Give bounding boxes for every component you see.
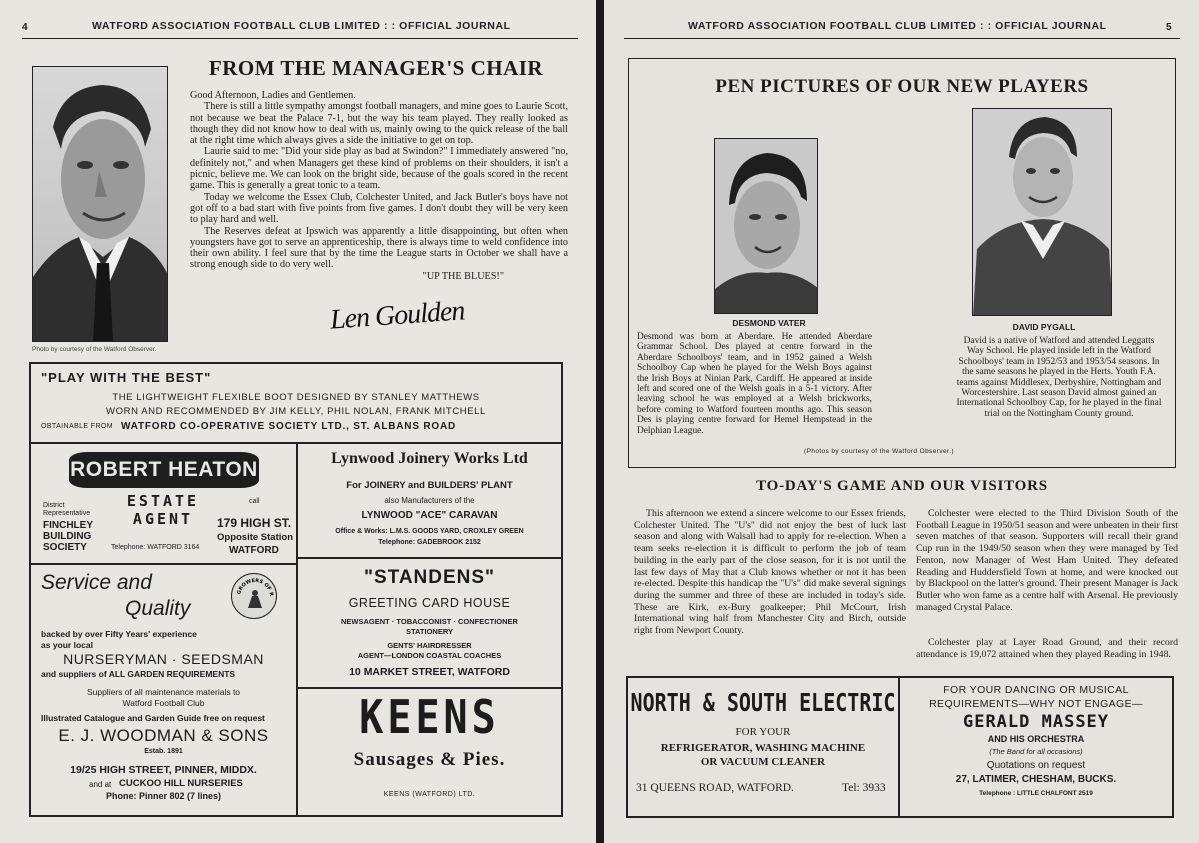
header-rule	[624, 38, 1180, 39]
electric-tel: Tel: 3933	[842, 782, 886, 794]
ad-keens	[298, 689, 561, 815]
ad-standens	[298, 559, 561, 687]
woodman-address-prefix: and at	[89, 780, 112, 789]
page-number: 5	[1166, 22, 1172, 33]
paragraph: Today we welcome the Essex Club, Colchester United, and Jack Butler's boys have not got off to a bad start with five points from five games. I don't doubt they will be very keen to play hard and well.	[190, 191, 568, 226]
standens-line: STATIONERY	[406, 627, 453, 636]
signoff: "UP THE BLUES!"	[422, 270, 504, 282]
woodman-emblem-icon	[231, 573, 277, 619]
pen-pictures-title: PEN PICTURES OF OUR NEW PLAYERS	[715, 76, 1089, 97]
lynwood-line: Office & Works: L.M.S. GOODS YARD, CROXLEY GREEN	[335, 528, 524, 535]
woodman-line: Suppliers of all maintenance materials to	[86, 687, 241, 697]
woodman-estab: Estab. 1891	[144, 748, 183, 755]
electric-for: FOR YOUR	[735, 726, 791, 738]
ad-title: "PLAY WITH THE BEST"	[41, 370, 212, 385]
woodman-line: and suppliers of ALL GARDEN REQUIREMENTS	[41, 669, 236, 679]
todays-game-col2: Colchester were elected to the Third Division South of the Football League in 1950/51 season and were unbeaten in their first seven matches of that season. Supporters will recall their grand Cup run in the 1949/50 season when they were managed by Ted Fenton, now Manager of West Ham United. They defeated Reading and Huddersfield Town at home, and were knocked out by Blackpool on the latter's ground. Their present Manager is Jack Butler who won fame as a centre half with Arsenal. He previously managed Crystal Palace.	[916, 508, 1178, 613]
ad-play-with-the-best	[31, 364, 561, 442]
greeting: Good Afternoon, Ladies and Gentlemen.	[190, 90, 356, 101]
ad-gerald-massey	[900, 678, 1172, 816]
lynwood-line: LYNWOOD "ACE" CARAVAN	[361, 510, 498, 521]
electric-address: 31 QUEENS ROAD, WATFORD.	[636, 782, 794, 794]
heaton-name: ROBERT HEATON	[69, 452, 259, 488]
woodman-service: Service and	[41, 571, 152, 594]
woodman-line: Illustrated Catalogue and Garden Guide free on request	[41, 713, 265, 723]
woodman-address: CUCKOO HILL NURSERIES	[119, 778, 243, 789]
lynwood-line: also Manufacturers of the	[384, 496, 475, 505]
heaton-call: call	[249, 498, 260, 505]
right-page	[604, 0, 1199, 843]
lynwood-line: Telephone: GADEBROOK 2152	[378, 539, 481, 546]
massey-address: 27, LATIMER, CHESHAM, BUCKS.	[955, 774, 1117, 785]
woodman-line: Watford Football Club	[122, 698, 205, 708]
standens-line: 10 MARKET STREET, WATFORD	[349, 666, 510, 678]
massey-tag: (The Band for all occasions)	[989, 747, 1083, 756]
manager-signature: Len Goulden	[329, 295, 466, 336]
ad-line: WORN AND RECOMMENDED BY JIM KELLY, PHIL NOLAN, FRANK MITCHELL	[106, 406, 486, 417]
keens-name: KEENS	[359, 691, 500, 745]
ad-line-prefix: OBTAINABLE FROM	[41, 423, 113, 430]
emblem-text: GROWERS OF R	[236, 577, 275, 597]
woodman-phone: Phone: Pinner 802 (7 lines)	[105, 791, 222, 801]
heaton-estate: ESTATE	[126, 492, 200, 510]
massey-orchestra: AND HIS ORCHESTRA	[987, 734, 1085, 744]
page-number: 4	[22, 22, 28, 33]
manager-portrait-image	[33, 67, 168, 342]
heaton-town: WATFORD	[229, 545, 279, 556]
ad-line: THE LIGHTWEIGHT FLEXIBLE BOOT DESIGNED BY STANLEY MATTHEWS	[112, 392, 480, 403]
managers-chair-body	[190, 90, 568, 282]
electric-line: REFRIGERATOR, WASHING MACHINE	[660, 742, 866, 754]
lynwood-line: For JOINERY and BUILDERS' PLANT	[346, 480, 513, 491]
player-bio: Desmond was born at Aberdare. He attended Aberdare Grammar School. Des played at centre forward in the Aberdare Schoolboys' team, and in 1952 gained a Welsh Schoolboy Cap when he played for the Welsh Boys against the Irish Boys at Ninian Park, Cardiff. He appeared at inside left and scored one of the Welsh goals in a 5-1 victory. After leaving school he was employed at a Welsh brickworks, before coming to Watford fourteen months ago. This season Des is playing centre forward for Hemel Hempstead in the Delphian League.	[637, 332, 872, 436]
electric-line: OR VACUUM CLEANER	[700, 756, 826, 768]
page-header: WATFORD ASSOCIATION FOOTBALL CLUB LIMITED : : OFFICIAL JOURNAL	[92, 20, 511, 32]
manager-photo	[32, 66, 168, 342]
lynwood-name: Lynwood Joinery Works Ltd	[331, 450, 528, 467]
woodman-line: NURSERYMAN · SEEDSMAN	[63, 651, 264, 667]
photo-credit: (Photos by courtesy of the Watford Observer.)	[804, 448, 954, 455]
managers-chair-title: FROM THE MANAGER'S CHAIR	[208, 56, 544, 80]
paragraph: The Reserves defeat at Ipswich was apparently a little disappointing, but often when youngsters have got to serve an apprenticeship, there is always time to weld confidence into their own ability. I feel sure that by the time the League starts in October we shall have a strong enough side to do very well.	[190, 225, 568, 271]
heaton-district: District Representative	[43, 502, 91, 517]
header-rule	[22, 38, 578, 39]
standens-line: AGENT—LONDON COASTAL COACHES	[357, 651, 502, 660]
ad-line: WATFORD CO-OPERATIVE SOCIETY LTD., ST. ALBANS ROAD	[121, 421, 457, 432]
page-header: WATFORD ASSOCIATION FOOTBALL CLUB LIMITED : : OFFICIAL JOURNAL	[688, 20, 1107, 32]
ad-north-south-electric	[628, 678, 898, 816]
massey-line: REQUIREMENTS—WHY NOT ENGAGE—	[929, 698, 1143, 710]
keens-tagline: Sausages & Pies.	[353, 749, 506, 770]
player-photo-vater	[714, 138, 818, 314]
heaton-address: 179 HIGH ST.	[217, 516, 292, 530]
todays-game-col2: Colchester play at Layer Road Ground, and their record attendance is 19,072 attained when they played Reading in 1948.	[916, 637, 1178, 660]
player-portrait-image	[715, 139, 818, 314]
massey-tel: Telephone : LITTLE CHALFONT 2519	[979, 790, 1093, 797]
standens-line: NEWSAGENT · TOBACCONIST · CONFECTIONER	[341, 617, 518, 626]
player-name: DESMOND VATER	[732, 318, 806, 328]
woodman-line: backed by over Fifty Years' experience	[41, 629, 197, 639]
standens-name: "STANDENS"	[363, 567, 496, 588]
todays-game-col1: This afternoon we extend a sincere welcome to our Essex friends, Colchester United. The "U's" did not enjoy the best of luck last season and along with Walsall had to apply for re-election. When a team seeks re-election it is difficult to perform the job of team building in the early part of the close season, for it is not until the last few days of May that a Club knows whether or not it has been re-elected. Despite this handicap the "U's" did make several signings during the summer and three of these are included in today's side. These are Kirk, ex-Bury goalkeeper; Phil McCourt, Irish International wing half from Manchester City and Birch, outside right from Newport County.	[634, 508, 906, 637]
heaton-society: FINCHLEY BUILDING SOCIETY	[43, 520, 93, 553]
ad-robert-heaton	[31, 444, 296, 563]
woodman-name: E. J. WOODMAN & SONS	[58, 726, 269, 745]
player-portrait-image	[973, 109, 1112, 316]
keens-footer: KEENS (WATFORD) LTD.	[383, 791, 476, 798]
massey-quote: Quotations on request	[986, 760, 1086, 771]
ad-woodman	[31, 565, 296, 815]
paragraph: Laurie said to me: "Did your side play as bad at Swindon?" I immediately answered "no, definitely not," and when Managers get these kind of problems on their shoulders, it isn't a picnic, believe me. We can look on the bright side, because of the goals scored in the recent game. This is generally a great tonic to a team.	[190, 146, 568, 192]
woodman-address: 19/25 HIGH STREET, PINNER, MIDDX.	[70, 764, 257, 776]
woodman-line: as your local	[41, 640, 93, 650]
player-bio: David is a native of Watford and attended Leggatts Way School. He played inside left in the Watford Schoolboys' team in 1952/53 and 1953/54 seasons. In the same seasons he played in the Herts. Youth F.A. teams against Middlesex, Derbyshire, Nottingham and Worcestershire. Last season David almost gained an International Schoolboy Cap, for he played in the final trial on the Nottingham County ground.	[956, 336, 1162, 419]
standens-line: GREETING CARD HOUSE	[348, 596, 511, 610]
photo-credit: Photo by courtesy of the Watford Observer.	[32, 346, 157, 353]
heaton-telephone: Telephone: WATFORD 3164	[111, 544, 200, 551]
electric-name: NORTH & SOUTH ELECTRIC	[630, 687, 896, 717]
massey-name: GERALD MASSEY	[962, 712, 1110, 732]
massey-line: FOR YOUR DANCING OR MUSICAL	[943, 684, 1129, 696]
emblem-icon	[232, 574, 278, 620]
woodman-quality: Quality	[125, 597, 191, 620]
heaton-agent: AGENT	[132, 510, 194, 528]
standens-line: GENTS' HAIRDRESSER	[387, 641, 472, 650]
left-page	[0, 0, 596, 843]
player-photo-pygall	[972, 108, 1112, 316]
player-name: DAVID PYGALL	[1012, 322, 1076, 332]
heaton-opposite: Opposite Station	[217, 532, 293, 543]
todays-game-title: TO-DAY'S GAME AND OUR VISITORS	[756, 478, 1048, 494]
paragraph: There is still a little sympathy amongst football managers, and mine goes to Laurie Scott, not because we beat the Palace 7-1, but the way his team played. They really looked as though they did not know how to deal with us, mainly owing to the quick release of the ball at the right time which always gives a side the initiative to get on top.	[190, 101, 568, 147]
ad-lynwood	[298, 444, 561, 557]
